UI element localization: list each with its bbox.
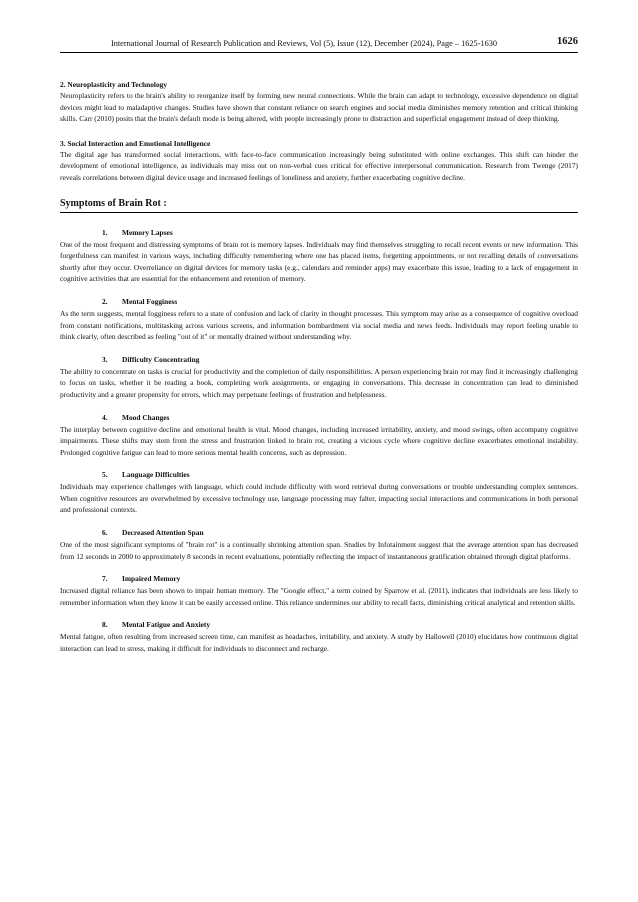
symptom-heading <box>102 527 578 538</box>
symptom-title: Memory Lapses <box>122 227 173 237</box>
symptom-paragraph: Individuals may experience challenges with language, which could include difficulty with word retrieval during conversations or trouble understanding complex sentences. When cognitive resources are overwhelmed by excessive technology use, language processing may falter, impacting social interactions and communications in both personal and professional contexts. <box>60 482 578 515</box>
symptom-title: Impaired Memory <box>122 574 181 584</box>
page-number: 1626 <box>557 36 578 47</box>
symptom-title: Decreased Attention Span <box>122 528 204 538</box>
section-neuroplasticity <box>60 79 578 125</box>
symptom-paragraph: The ability to concentrate on tasks is crucial for productivity and the completion of daily responsibilities. A person experiencing brain rot may find it increasingly challenging to focus on tasks, whether it be reading a book, completing work assignments, or engaging in conversations. This decrease in concentration can lead to diminished productivity and a greater propensity for errors, which may perpetuate feelings of frustration and helplessness. <box>60 366 578 399</box>
symptom-heading <box>102 469 578 480</box>
symptom-paragraph: As the term suggests, mental fogginess refers to a state of confusion and lack of clarity in thought processes. This symptom may arise as a consequence of cognitive overload from constant notifications, multitasking across various screens, and information bombardment via social media and news feeds. Individuals may report feeling unable to think clearly, often described as feeling "out of it" or mentally drained without understanding why. <box>60 308 578 342</box>
symptom-item <box>60 619 578 654</box>
symptom-heading <box>102 296 578 307</box>
symptom-title: Mental Fatigue and Anxiety <box>122 620 211 630</box>
symptom-item <box>60 412 578 459</box>
section-paragraph: The digital age has transformed social interactions, with face-to-face communication increasingly being substituted with online exchanges. This shift can hinder the development of emotional intelligence, as individuals may miss out on non-verbal cues critical for effective interpersonal communication. Research from Twenge (2017) reveals correlations between digital device usage and increased feelings of loneliness and anxiety, further exacerbating cognitive decline. <box>60 149 578 182</box>
symptom-title: Language Difficulties <box>122 470 190 480</box>
symptom-number: 8. <box>102 620 108 630</box>
symptom-heading <box>102 573 578 584</box>
symptom-item <box>60 354 578 401</box>
symptom-number: 2. <box>102 296 108 306</box>
symptom-item <box>60 227 578 285</box>
symptom-item <box>60 573 578 608</box>
symptom-heading <box>102 412 578 423</box>
symptom-number: 7. <box>102 574 108 584</box>
symptom-heading <box>102 619 578 630</box>
section-social-interaction <box>60 138 578 184</box>
section-heading: 3. Social Interaction and Emotional Intelligence <box>60 138 211 148</box>
symptom-heading <box>102 354 578 365</box>
symptom-title: Difficulty Concentrating <box>122 354 200 364</box>
symptom-paragraph: Mental fatigue, often resulting from increased screen time, can manifest as headaches, irritability, and anxiety. A study by Hallowell (2010) elucidates how continuous digital interaction can lead to stress, making it difficult for individuals to disconnect and recharge. <box>60 632 578 654</box>
symptom-number: 1. <box>102 227 108 237</box>
symptom-number: 6. <box>102 528 108 538</box>
running-header <box>60 38 578 53</box>
symptom-number: 4. <box>102 412 108 422</box>
symptom-paragraph: One of the most frequent and distressing symptoms of brain rot is memory lapses. Individuals may find themselves struggling to recall recent events or new information. This forgetfulness can manifest in various ways, including difficulty remembering where one has placed items, forgetting appointments, or not recalling details of conversations shortly after they occur. Overreliance on digital devices for memory tasks (e.g., calendars and reminder apps) may exacerbate this issue, leading to a lack of engagement in cognitive activities that are essential for the enhancement and retention of memory. <box>60 239 578 284</box>
symptom-paragraph: Increased digital reliance has been shown to impair human memory. The "Google effect," a term coined by Sparrow et al. (2011), indicates that individuals are less likely to remember information when they know it can be easily accessed online. This reliance undermines our ability to recall facts, diminishing critical analytical and retention skills. <box>60 586 578 607</box>
symptom-item <box>60 469 578 516</box>
symptom-heading <box>102 227 578 238</box>
article-body <box>60 79 578 666</box>
symptom-number: 5. <box>102 470 108 480</box>
symptom-title: Mental Fogginess <box>122 296 178 306</box>
symptom-item <box>60 527 578 562</box>
symptom-title: Mood Changes <box>122 412 170 422</box>
symptom-paragraph: The interplay between cognitive decline and emotional health is vital. Mood changes, including increased irritability, anxiety, and mood swings, often accompany cognitive impairments. These shifts may stem from the stress and frustration linked to brain rot, creating a vicious cycle where cognitive decline exacerbates emotional instability. Prolonged cognitive fatigue can lead to more serious mental health concerns, such as depression. <box>60 424 578 457</box>
symptom-paragraph: One of the most significant symptoms of "brain rot" is a continually shrinking attention span. Studies by Infotainment suggest that the average attention span has decreased from 12 seconds in 2000 to approximately 8 seconds in recent evaluations, potentially reflecting the impact of instantaneous gratification obtained through digital platforms. <box>60 540 578 561</box>
symptoms-heading: Symptoms of Brain Rot : <box>60 197 578 213</box>
journal-citation: International Journal of Research Publication and Reviews, Vol (5), Issue (12), December (2024), Page – 1625-1630 <box>110 39 498 48</box>
section-heading: 2. Neuroplasticity and Technology <box>60 80 168 89</box>
symptom-number: 3. <box>102 354 108 364</box>
section-paragraph: Neuroplasticity refers to the brain's ability to reorganize itself by forming new neural connections. While the brain can adapt to technology, excessive dependence on digital devices might lead to maladaptive changes. Studies have shown that constant reliance on search engines and social media diminishes memory retention and critical thinking skills. Carr (2010) posits that the brain's default mode is being altered, with people increasingly prone to distraction and superficial engagement instead of deep thinking. <box>60 91 578 124</box>
symptom-item <box>60 296 578 343</box>
